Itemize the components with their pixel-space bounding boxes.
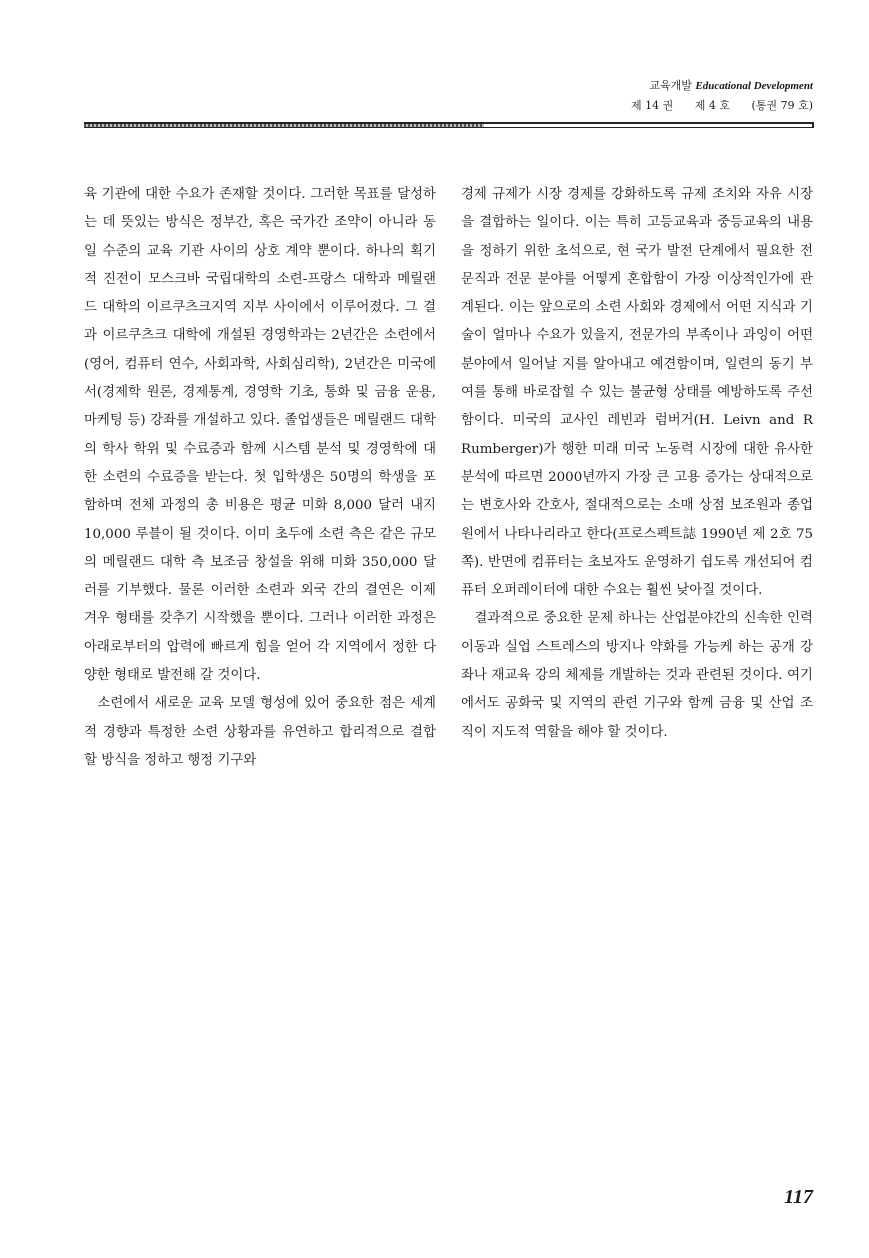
issue-number: 제 4 호 bbox=[694, 99, 731, 112]
paragraph: 소련에서 새로운 교육 모델 형성에 있어 중요한 점은 세계적 경향과 특정한 소련 상황과를 유연하고 합리적으로 결합할 방식을 정하고 행정 기구와 bbox=[84, 696, 436, 768]
header-rule bbox=[84, 122, 814, 128]
journal-english-title: Educational Development bbox=[695, 80, 813, 92]
cumulative-number: (통권 79 호) bbox=[751, 99, 813, 112]
paragraph: 결과적으로 중요한 문제 하나는 산업분야간의 신속한 인력 이동과 실업 스트레스의 방지나 약화를 가능케 하는 공개 강좌나 재교육 강의 체제를 개발하는 것과 관련된 것이다. 여기에서도 공화국 및 지역의 관련 기구와 함께 금융 및 산업 조직이 지도적 역할을 해야 할 것이다. bbox=[461, 611, 813, 740]
right-column bbox=[461, 181, 813, 747]
journal-korean-title: 교육개발 bbox=[649, 79, 692, 92]
paragraph: 육 기관에 대한 수요가 존재할 것이다. 그러한 목표를 달성하는 데 뜻있는 방식은 정부간, 혹은 국가간 조약이 아니라 동일 수준의 교육 기관 사이의 상호 계약 뿐이다. 하나의 획기적 진전이 모스크바 국립대학의 소련-프랑스 대학과 메릴랜드 대학의 이르쿠츠크지역 지부 사이에서 이루어졌다. 그 결과 이르쿠츠크 대학에 개설된 경영학과는 2년간은 소련에서(영어, 컴퓨터 연수, 사회과학, 사회심리학), 2년간은 미국에서(경제학 원론, 경제통계, 경영학 기초, 통화 및 금융 운용, 마케팅 등) 강좌를 개설하고 있다. 졸업생들은 메릴랜드 대학의 학사 학위 및 수료증과 함께 시스템 분석 및 경영학에 대한 소련의 수료증을 받는다. 첫 입학생은 50명의 학생을 포함하며 전체 과정의 총 비용은 평균 미화 8,000 달러 내지 10,000 루블이 될 것이다. 이미 초두에 소련 측은 같은 규모의 메릴랜드 대학 측 보조금 창설을 위해 미화 350,000 달러를 기부했다. 물론 이러한 소련과 외국 간의 결연은 이제 겨우 형태를 갖추기 시작했을 뿐이다. 그러나 이러한 과정은 아래로부터의 압력에 빠르게 힘을 얻어 각 지역에서 정한 다양한 형태로 발전해 갈 것이다. bbox=[84, 187, 436, 684]
left-column bbox=[84, 181, 436, 775]
issue-line bbox=[631, 96, 813, 115]
volume-number: 제 14 권 bbox=[631, 99, 674, 112]
paragraph: 경제 규제가 시장 경제를 강화하도록 규제 조치와 자유 시장을 결합하는 일이다. 이는 특히 고등교육과 중등교육의 내용을 정하기 위한 초석으로, 현 국가 발전 단계에서 필요한 전문직과 전문 분야를 어떻게 혼합함이 가장 이상적인가에 관계된다. 이는 앞으로의 소련 사회와 경제에서 어떤 지식과 기술이 얼마나 수요가 있을지, 전문가의 부족이나 과잉이 어떤 분야에서 일어날 지를 알아내고 예견함이며, 일련의 동기 부여를 통해 바로잡힐 수 있는 불균형 상태를 예방하도록 주선함이다. 미국의 교사인 레빈과 럼버거(H. Leivn and R Rumberger)가 행한 미래 미국 노동력 시장에 대한 유사한 분석에 따르면 2000년까지 가장 큰 고용 증가는 상대적으로는 변호사와 간호사, 절대적으로는 소매 상점 보조원과 종업원에서 나타나리라고 한다(프로스펙트誌 1990년 제 2호 75쪽). 반면에 컴퓨터는 초보자도 운영하기 쉽도록 개선되어 컴퓨터 오퍼레이터에 대한 수요는 훨씬 낮아질 것이다. bbox=[461, 187, 813, 599]
running-header bbox=[631, 76, 813, 115]
journal-title-line bbox=[631, 76, 813, 96]
page-number: 117 bbox=[784, 1186, 813, 1208]
